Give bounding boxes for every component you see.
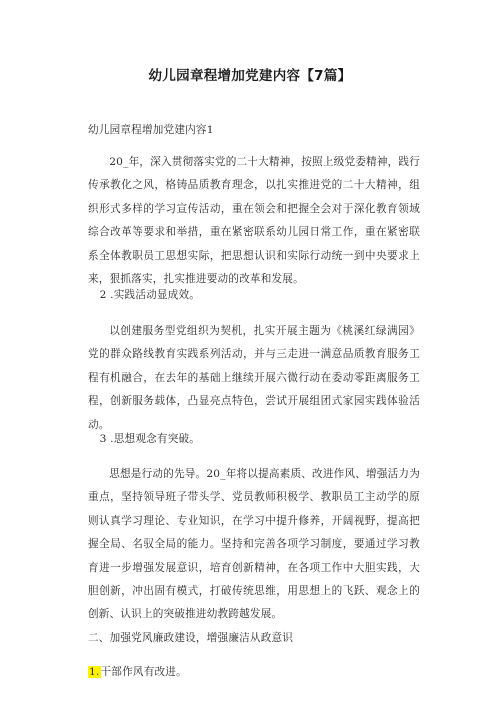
heading-practice-activities: 2 .实践活动显成效。 xyxy=(99,289,201,301)
list-item-1 xyxy=(88,661,420,684)
heading-thinking-breakthrough: 3 .思想观念有突破。 xyxy=(99,433,201,445)
paragraph-2: 以创建服务型党组织为契机，扎实开展主题为《桃溪红绿满园》党的群众路线教育实践系列活动，并与三走进一满意品质教育服务工程有机融合，在去年的基础上继续开展六微行动在委动零距离服务工程，创新服务载体，凸显亮点特色，尝试开展组团式家园实践体验活动。 xyxy=(88,325,420,431)
section-heading-2: 二、加强党风廉政建设，增强廉洁从政意识 xyxy=(88,632,294,644)
document-subtitle xyxy=(88,119,420,142)
list-item-1-number: 1. xyxy=(89,666,100,678)
list-item-1-text: 干部作风有改进。 xyxy=(100,666,187,678)
paragraph-3: 思想是行动的先导。20_年将以提高素质、改进作风、增强活力为重点，坚持领导班子带头学、党员教师积极学、教职员工主动学的原则认真学习理论、专业知识，在学习中提升修养，开阔视野，提高把握全局、名驭全局的能力。坚持和完善各项学习制度，要通过学习教育进一步增强发展意识，培育创新精神，在各项工作中大胆实践，大胆创新，冲出固有模式，打破传统思维，用思想上的飞跃、观念上的创新、认识上的突破推进幼教跨越发展。 xyxy=(88,468,420,621)
paragraph-1: 20_年，深入贯彻落实党的二十大精神，按照上级党委精神，践行传承教化之风，格铸品质教育理念，以扎实推进党的二十大精神，组织形式多样的学习宣传活动，重在领会和把握全会对于深化教育领域综合改革等要求和举措，重在紧密联系幼儿园日常工作，重在紧密联系全体教职员工思想实际，把思想认识和实际行动统一到中央要求上来，狠抓落实，扎实推进要动的改革和发展。 xyxy=(88,156,420,286)
subtitle-text: 幼儿园章程增加党建内容1 xyxy=(88,124,214,136)
document-title: 幼儿园章程增加党建内容【7篇】 xyxy=(148,68,352,84)
